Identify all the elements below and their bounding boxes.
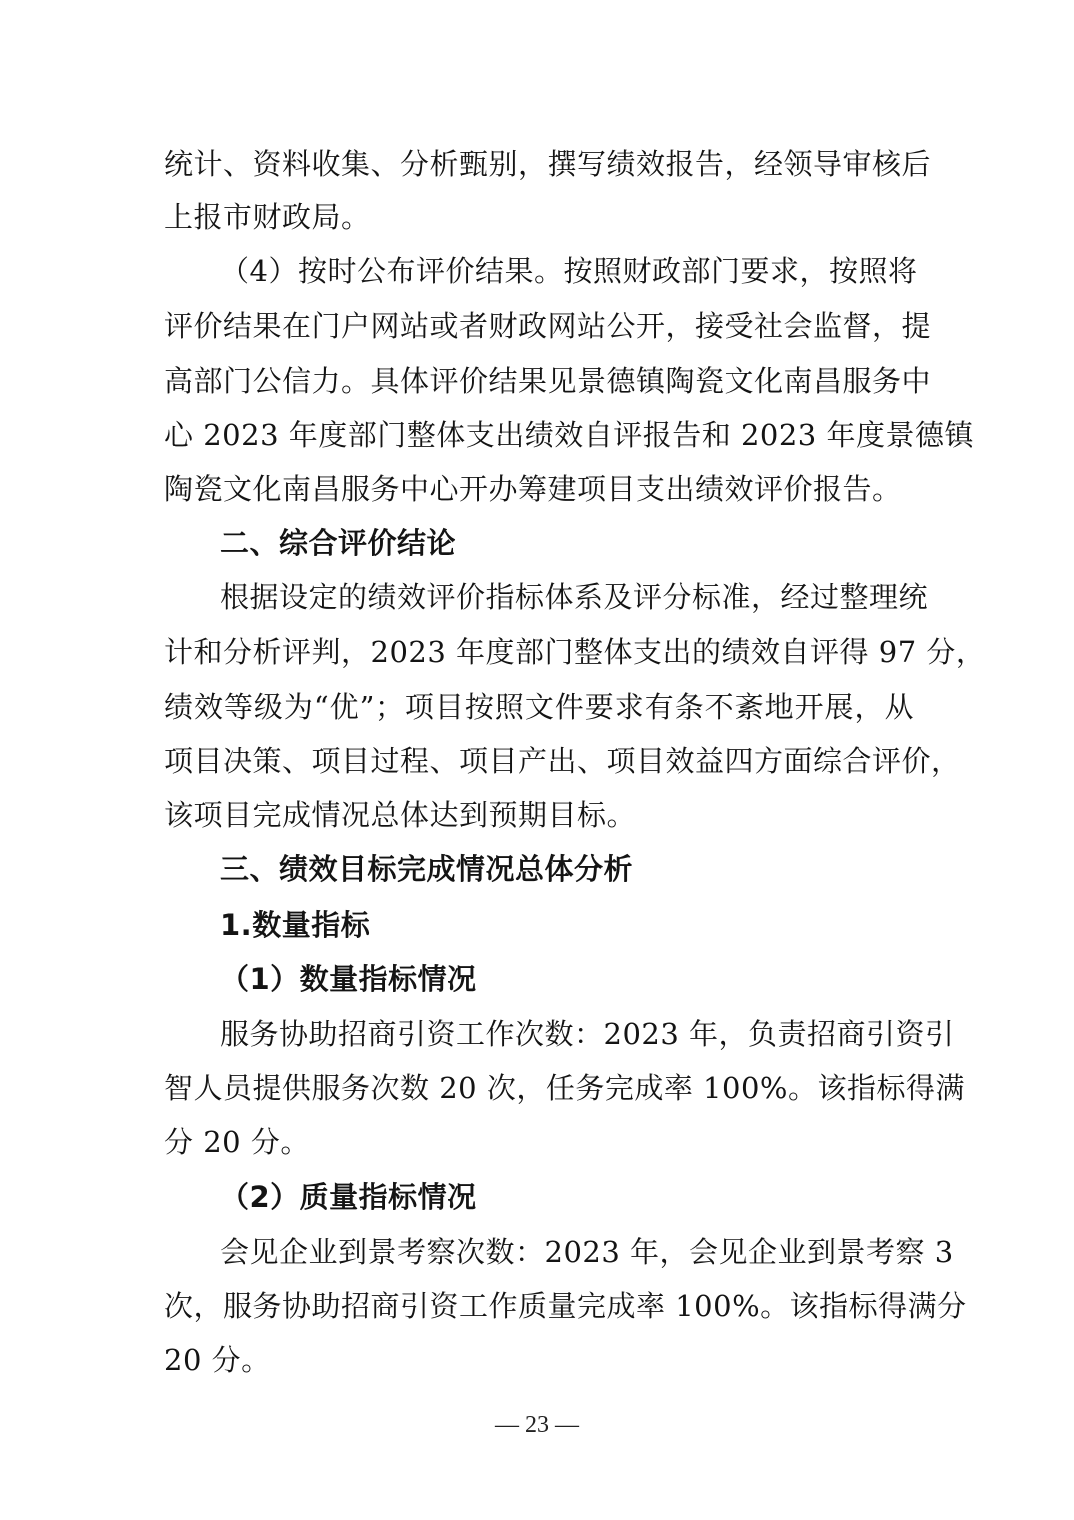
paragraph-line: 根据设定的绩效评价指标体系及评分标准，经过整理统 bbox=[220, 580, 929, 614]
paragraph-line: 20 分。 bbox=[164, 1343, 271, 1377]
subsection-heading: （2）质量指标情况 bbox=[220, 1180, 477, 1214]
paragraph-line: 会见企业到景考察次数：2023 年，会见企业到景考察 3 bbox=[220, 1235, 954, 1269]
section-heading: 二、综合评价结论 bbox=[220, 526, 457, 560]
paragraph-line: 计和分析评判，2023 年度部门整体支出的绩效自评得 97 分， bbox=[164, 635, 986, 669]
paragraph-line: 绩效等级为“优”；项目按照文件要求有条不紊地开展，从 bbox=[164, 690, 914, 724]
paragraph-line: 统计、资料收集、分析甄别，撰写绩效报告，经领导审核后 bbox=[164, 147, 932, 181]
subsection-heading: （1）数量指标情况 bbox=[220, 962, 477, 996]
section-heading: 三、绩效目标完成情况总体分析 bbox=[220, 852, 634, 886]
subsection-heading: 1.数量指标 bbox=[220, 908, 371, 942]
page-number: — 23 — bbox=[495, 1412, 579, 1438]
paragraph-line: 分 20 分。 bbox=[164, 1125, 310, 1159]
paragraph-line: 上报市财政局。 bbox=[164, 200, 371, 234]
paragraph-line: 智人员提供服务次数 20 次，任务完成率 100%。该指标得满 bbox=[164, 1071, 965, 1105]
paragraph-line: 服务协助招商引资工作次数：2023 年，负责招商引资引 bbox=[220, 1017, 955, 1051]
paragraph-line: 心 2023 年度部门整体支出绩效自评报告和 2023 年度景德镇 bbox=[164, 418, 974, 452]
paragraph-line: 项目决策、项目过程、项目产出、项目效益四方面综合评价， bbox=[164, 744, 961, 778]
paragraph-line: （4）按时公布评价结果。按照财政部门要求，按照将 bbox=[220, 254, 918, 288]
paragraph-line: 高部门公信力。具体评价结果见景德镇陶瓷文化南昌服务中 bbox=[164, 364, 932, 398]
paragraph-line: 评价结果在门户网站或者财政网站公开，接受社会监督，提 bbox=[164, 309, 932, 343]
paragraph-line: 该项目完成情况总体达到预期目标。 bbox=[164, 798, 637, 832]
paragraph-line: 陶瓷文化南昌服务中心开办筹建项目支出绩效评价报告。 bbox=[164, 472, 902, 506]
paragraph-line: 次，服务协助招商引资工作质量完成率 100%。该指标得满分 bbox=[164, 1289, 967, 1323]
